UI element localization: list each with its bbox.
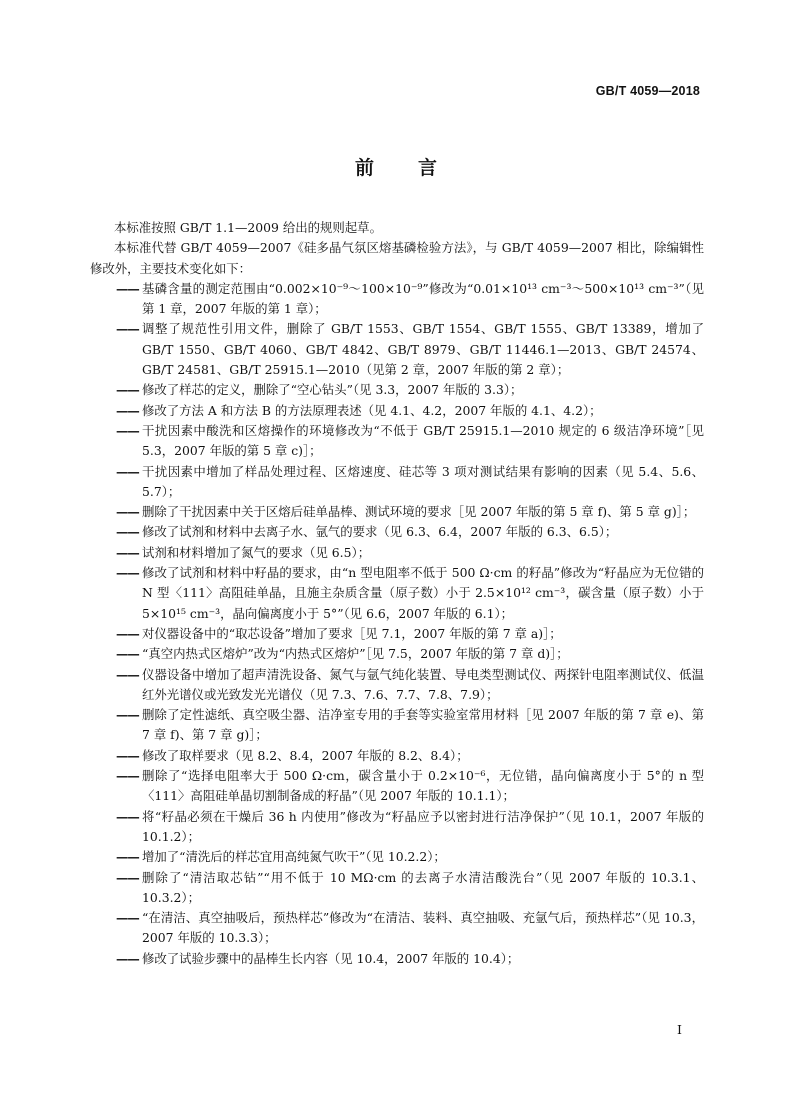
list-dash-marker: —— — [116, 524, 139, 540]
change-list-item — [90, 279, 704, 320]
change-list-item — [90, 380, 704, 400]
list-dash-marker: —— — [116, 402, 139, 418]
change-list-item — [90, 522, 704, 542]
change-list-item — [90, 319, 704, 380]
page-title: 前言 — [354, 157, 481, 179]
change-list-item — [90, 847, 704, 867]
change-list-item — [90, 401, 704, 421]
change-text: 删除了干扰因素中关于区熔后硅单晶棒、测试环境的要求［见 2007 年版的第 5 章 f)、第 5 章 g)］； — [142, 504, 696, 520]
change-list-item — [90, 665, 704, 706]
list-dash-marker: —— — [116, 747, 139, 763]
change-list-item — [90, 421, 704, 462]
change-text: 试剂和材料增加了氮气的要求（见 6.5）； — [142, 544, 371, 560]
change-text: 修改了方法 A 和方法 B 的方法原理表述（见 4.1、4.2，2007 年版的 4.1、4.2）； — [142, 402, 602, 418]
change-list-item — [90, 908, 704, 949]
change-list-item — [90, 949, 704, 969]
list-dash-marker: —— — [116, 808, 139, 824]
change-list-item — [90, 766, 704, 807]
change-text: 删除了定性滤纸、真空吸尘器、洁净室专用的手套等实验室常用材料［见 2007 年版的第 7 章 e)、第 7 章 f)、第 7 章 g)］； — [142, 707, 704, 743]
change-list-item — [90, 462, 704, 503]
list-dash-marker: —— — [116, 382, 139, 398]
change-text: 调整了规范性引用文件，删除了 GB/T 1553、GB/T 1554、GB/T 1555、GB/T 13389，增加了 GB/T 1550、GB/T 4060、GB/T 4842、GB/T 8979、GB/T 11446.1—2013、GB/T 24574、GB/T 24581、GB/T 25915.1—2010（见第 2 章，2007 年版的第 2 章）； — [142, 321, 704, 378]
document-body — [90, 218, 704, 969]
intro-paragraph: 本标准按照 GB/T 1.1—2009 给出的规则起草。 — [114, 220, 382, 235]
change-text: 基磷含量的测定范围由“0.002×10⁻⁹～100×10⁻⁹”修改为“0.01×10¹³ cm⁻³～500×10¹³ cm⁻³”（见第 1 章，2007 年版的第 1 章）； — [142, 280, 704, 317]
change-text: 增加了“清洗后的样芯宜用高纯氮气吹干”（见 10.2.2）； — [142, 849, 446, 865]
list-dash-marker: —— — [116, 504, 139, 520]
list-dash-marker: —— — [116, 646, 139, 662]
changes-list — [90, 279, 704, 969]
change-text: 仪器设备中增加了超声清洗设备、氮气与氩气纯化装置、导电类型测试仪、两探针电阻率测试仪、低温红外光谱仪或光致发光光谱仪（见 7.3、7.6、7.7、7.8、7.9）； — [142, 666, 704, 702]
list-dash-marker: —— — [116, 768, 139, 784]
change-text: 修改了样芯的定义，删除了“空心钻头”（见 3.3，2007 年版的 3.3）； — [142, 382, 523, 398]
change-text: 修改了试剂和材料中籽晶的要求，由“n 型电阻率不低于 500 Ω·cm 的籽晶”修改为“籽晶应为无位错的 N 型〈111〉高阻硅单晶，且施主杂质含量（原子数）小于 2.5×10¹² cm⁻³，碳含量（原子数）小于 5×10¹⁵ cm⁻³，晶向偏离度小于 5°”（见 6.6，2007 年版的 6.1）； — [142, 565, 704, 621]
list-dash-marker: —— — [116, 849, 139, 865]
standard-code: GB/T 4059—2018 — [595, 84, 700, 98]
change-text: 干扰因素中增加了样品处理过程、区熔速度、硅芯等 3 项对测试结果有影响的因素（见 5.4、5.6、5.7）； — [142, 463, 704, 499]
intro-paragraph: 本标准代替 GB/T 4059—2007《硅多晶气氛区熔基磷检验方法》，与 GB/T 4059—2007 相比，除编辑性修改外，主要技术变化如下： — [90, 240, 704, 276]
change-text: 删除了“清洁取芯钻”“用不低于 10 MΩ·cm 的去离子水清洁酸洗台”（见 2007 年版的 10.3.1、10.3.2）； — [142, 869, 704, 905]
change-text: “在清洁、真空抽吸后，预热样芯”修改为“在清洁、装料、真空抽吸、充氩气后，预热样芯”（见 10.3，2007 年版的 10.3.3）； — [142, 910, 704, 946]
change-text: 修改了试验步骤中的晶棒生长内容（见 10.4，2007 年版的 10.4）； — [142, 950, 520, 966]
list-dash-marker: —— — [116, 625, 139, 641]
list-dash-marker: —— — [116, 950, 139, 966]
change-text: 干扰因素中酸洗和区熔操作的环境修改为“不低于 GB/T 25915.1—2010 规定的 6 级洁净环境”［见 5.3，2007 年版的第 5 章 c)］； — [142, 422, 704, 459]
list-dash-marker: —— — [116, 422, 139, 438]
change-list-item — [90, 746, 704, 766]
list-dash-marker: —— — [116, 544, 139, 560]
change-text: 将“籽晶必须在干燥后 36 h 内使用”修改为“籽晶应予以密封进行洁净保护”（见 10.1，2007 年版的 10.1.2）； — [142, 808, 704, 844]
change-text: 修改了试剂和材料中去离子水、氩气的要求（见 6.3、6.4，2007 年版的 6.3、6.5）； — [142, 524, 618, 540]
list-dash-marker: —— — [116, 666, 139, 682]
list-dash-marker: —— — [116, 565, 139, 581]
change-list-item — [90, 563, 704, 624]
list-dash-marker: —— — [116, 910, 139, 926]
page-number: I — [677, 1022, 682, 1037]
change-text: 对仪器设备中的“取芯设备”增加了要求［见 7.1，2007 年版的第 7 章 a)］； — [142, 625, 562, 641]
change-list-item — [90, 644, 704, 664]
change-text: 修改了取样要求（见 8.2、8.4，2007 年版的 8.2、8.4）； — [142, 747, 469, 763]
change-list-item — [90, 868, 704, 909]
change-list-item — [90, 705, 704, 746]
change-list-item — [90, 807, 704, 848]
list-dash-marker: —— — [116, 321, 139, 337]
list-dash-marker: —— — [116, 707, 139, 723]
list-dash-marker: —— — [116, 463, 139, 479]
list-dash-marker: —— — [116, 280, 139, 296]
change-text: 删除了“选择电阻率大于 500 Ω·cm，碳含量小于 0.2×10⁻⁶，无位错，晶向偏离度小于 5°的 n 型〈111〉高阻硅单晶切割制备成的籽晶”（见 2007 年版的 10.1.1）； — [142, 768, 704, 804]
change-list-item — [90, 624, 704, 644]
change-list-item — [90, 502, 704, 522]
list-dash-marker: —— — [116, 869, 139, 885]
change-text: “真空内热式区熔炉”改为“内热式区熔炉”［见 7.5，2007 年版的第 7 章 d)］； — [142, 646, 569, 662]
change-list-item — [90, 543, 704, 563]
